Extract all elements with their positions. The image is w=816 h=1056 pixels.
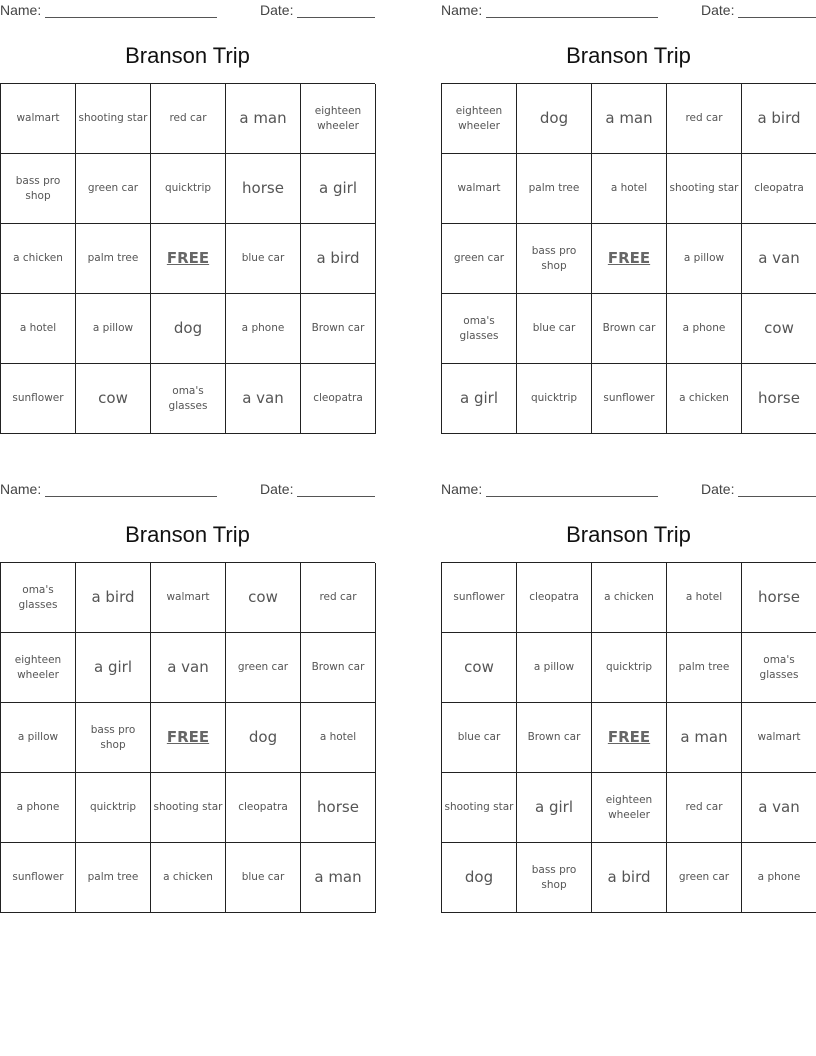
bingo-cell[interactable]: bass pro shop bbox=[76, 703, 151, 773]
bingo-cell[interactable]: bass pro shop bbox=[517, 224, 592, 294]
card-title: Branson Trip bbox=[566, 43, 691, 68]
name-blank-line[interactable] bbox=[45, 496, 217, 497]
bingo-cell[interactable]: bass pro shop bbox=[1, 154, 76, 224]
free-space-cell[interactable]: FREE bbox=[592, 224, 667, 294]
bingo-cell[interactable]: a man bbox=[592, 84, 667, 154]
bingo-grid bbox=[441, 83, 816, 434]
bingo-cell[interactable]: green car bbox=[667, 843, 742, 913]
bingo-cell[interactable]: a hotel bbox=[301, 703, 376, 773]
bingo-cell[interactable]: oma's glasses bbox=[442, 294, 517, 364]
bingo-cell[interactable]: shooting star bbox=[151, 773, 226, 843]
bingo-cell[interactable]: palm tree bbox=[667, 633, 742, 703]
bingo-cell[interactable]: a chicken bbox=[1, 224, 76, 294]
bingo-cell[interactable]: sunflower bbox=[1, 364, 76, 434]
bingo-cell[interactable]: green car bbox=[442, 224, 517, 294]
bingo-cell[interactable]: sunflower bbox=[1, 843, 76, 913]
bingo-cell[interactable]: green car bbox=[226, 633, 301, 703]
card-header bbox=[0, 481, 375, 499]
bingo-cell[interactable]: a man bbox=[667, 703, 742, 773]
bingo-cell[interactable]: green car bbox=[76, 154, 151, 224]
bingo-cell[interactable]: Brown car bbox=[301, 633, 376, 703]
bingo-cell[interactable]: Brown car bbox=[592, 294, 667, 364]
bingo-cell[interactable]: a hotel bbox=[592, 154, 667, 224]
bingo-cell[interactable]: sunflower bbox=[442, 563, 517, 633]
bingo-cell[interactable]: red car bbox=[301, 563, 376, 633]
bingo-cell[interactable]: blue car bbox=[226, 224, 301, 294]
bingo-cell[interactable]: a pillow bbox=[517, 633, 592, 703]
bingo-cell[interactable]: a chicken bbox=[592, 563, 667, 633]
bingo-cell[interactable]: bass pro shop bbox=[517, 843, 592, 913]
bingo-cell[interactable]: walmart bbox=[151, 563, 226, 633]
free-space-cell[interactable]: FREE bbox=[151, 224, 226, 294]
card-title: Branson Trip bbox=[125, 522, 250, 547]
bingo-grid bbox=[0, 562, 375, 913]
bingo-cell[interactable]: a bird bbox=[592, 843, 667, 913]
bingo-cell[interactable]: dog bbox=[226, 703, 301, 773]
date-label: Date: bbox=[260, 481, 294, 497]
bingo-cell[interactable]: a phone bbox=[742, 843, 816, 913]
date-blank-line[interactable] bbox=[738, 17, 816, 18]
bingo-cell[interactable]: palm tree bbox=[76, 843, 151, 913]
bingo-cell[interactable]: oma's glasses bbox=[151, 364, 226, 434]
card-header bbox=[441, 2, 816, 20]
date-blank-line[interactable] bbox=[297, 496, 375, 497]
bingo-cell[interactable]: sunflower bbox=[592, 364, 667, 434]
card-title: Branson Trip bbox=[566, 522, 691, 547]
bingo-cell[interactable]: red car bbox=[667, 84, 742, 154]
bingo-cell[interactable]: a pillow bbox=[76, 294, 151, 364]
bingo-cell[interactable]: a van bbox=[742, 224, 816, 294]
bingo-cell[interactable]: a phone bbox=[667, 294, 742, 364]
bingo-cell[interactable]: dog bbox=[151, 294, 226, 364]
bingo-cell[interactable]: cleopatra bbox=[517, 563, 592, 633]
bingo-cell[interactable]: cow bbox=[226, 563, 301, 633]
bingo-cell[interactable]: cleopatra bbox=[742, 154, 816, 224]
bingo-cell[interactable]: eighteen wheeler bbox=[301, 84, 376, 154]
bingo-cell[interactable]: a phone bbox=[226, 294, 301, 364]
bingo-cell[interactable]: quicktrip bbox=[517, 364, 592, 434]
bingo-cell[interactable]: quicktrip bbox=[76, 773, 151, 843]
bingo-grid bbox=[441, 562, 816, 913]
bingo-cell[interactable]: palm tree bbox=[517, 154, 592, 224]
bingo-cell[interactable]: a van bbox=[226, 364, 301, 434]
bingo-cell[interactable]: horse bbox=[301, 773, 376, 843]
bingo-cell[interactable]: walmart bbox=[1, 84, 76, 154]
bingo-cell[interactable]: a girl bbox=[76, 633, 151, 703]
card-title: Branson Trip bbox=[125, 43, 250, 68]
bingo-cell[interactable]: eighteen wheeler bbox=[442, 84, 517, 154]
bingo-cell[interactable]: a phone bbox=[1, 773, 76, 843]
date-label: Date: bbox=[260, 2, 294, 18]
bingo-cell[interactable]: red car bbox=[667, 773, 742, 843]
bingo-cell[interactable]: walmart bbox=[442, 154, 517, 224]
date-blank-line[interactable] bbox=[738, 496, 816, 497]
bingo-cell[interactable]: dog bbox=[442, 843, 517, 913]
bingo-cell[interactable]: oma's glasses bbox=[742, 633, 816, 703]
bingo-cell[interactable]: a girl bbox=[301, 154, 376, 224]
bingo-cell[interactable]: a pillow bbox=[667, 224, 742, 294]
bingo-cell[interactable]: a girl bbox=[442, 364, 517, 434]
free-space-cell[interactable]: FREE bbox=[151, 703, 226, 773]
bingo-cell[interactable]: shooting star bbox=[76, 84, 151, 154]
date-blank-line[interactable] bbox=[297, 17, 375, 18]
bingo-cell[interactable]: a hotel bbox=[1, 294, 76, 364]
bingo-cell[interactable]: oma's glasses bbox=[1, 563, 76, 633]
bingo-cell[interactable]: cow bbox=[442, 633, 517, 703]
card-header bbox=[0, 2, 375, 20]
bingo-cell[interactable]: a van bbox=[742, 773, 816, 843]
bingo-cell[interactable]: quicktrip bbox=[592, 633, 667, 703]
bingo-cell[interactable]: a girl bbox=[517, 773, 592, 843]
name-blank-line[interactable] bbox=[486, 17, 658, 18]
bingo-cell[interactable]: shooting star bbox=[442, 773, 517, 843]
bingo-cell[interactable]: blue car bbox=[226, 843, 301, 913]
bingo-cell[interactable]: Brown car bbox=[517, 703, 592, 773]
card-header bbox=[441, 481, 816, 499]
bingo-cell[interactable]: a chicken bbox=[667, 364, 742, 434]
bingo-cell[interactable]: eighteen wheeler bbox=[592, 773, 667, 843]
bingo-cell[interactable]: a bird bbox=[301, 224, 376, 294]
bingo-cell[interactable]: horse bbox=[742, 364, 816, 434]
bingo-cell[interactable]: a bird bbox=[76, 563, 151, 633]
bingo-cell[interactable]: a man bbox=[301, 843, 376, 913]
name-label: Name: bbox=[0, 2, 42, 18]
bingo-cell[interactable]: horse bbox=[742, 563, 816, 633]
bingo-cell[interactable]: cleopatra bbox=[301, 364, 376, 434]
bingo-cell[interactable]: horse bbox=[226, 154, 301, 224]
bingo-cell[interactable]: walmart bbox=[742, 703, 816, 773]
bingo-cell[interactable]: a pillow bbox=[1, 703, 76, 773]
bingo-cell[interactable]: blue car bbox=[442, 703, 517, 773]
bingo-cell[interactable]: a man bbox=[226, 84, 301, 154]
date-label: Date: bbox=[701, 2, 735, 18]
bingo-cell[interactable]: eighteen wheeler bbox=[1, 633, 76, 703]
bingo-cell[interactable]: a chicken bbox=[151, 843, 226, 913]
bingo-cell[interactable]: a van bbox=[151, 633, 226, 703]
name-label: Name: bbox=[441, 2, 483, 18]
bingo-cell[interactable]: cow bbox=[742, 294, 816, 364]
bingo-grid bbox=[0, 83, 375, 434]
bingo-cell[interactable]: dog bbox=[517, 84, 592, 154]
date-label: Date: bbox=[701, 481, 735, 497]
bingo-cell[interactable]: blue car bbox=[517, 294, 592, 364]
name-blank-line[interactable] bbox=[45, 17, 217, 18]
name-label: Name: bbox=[0, 481, 42, 497]
bingo-cell[interactable]: a bird bbox=[742, 84, 816, 154]
bingo-cell[interactable]: palm tree bbox=[76, 224, 151, 294]
name-label: Name: bbox=[441, 481, 483, 497]
bingo-cell[interactable]: cleopatra bbox=[226, 773, 301, 843]
name-blank-line[interactable] bbox=[486, 496, 658, 497]
bingo-cell[interactable]: Brown car bbox=[301, 294, 376, 364]
bingo-cell[interactable]: cow bbox=[76, 364, 151, 434]
free-space-cell[interactable]: FREE bbox=[592, 703, 667, 773]
bingo-cell[interactable]: a hotel bbox=[667, 563, 742, 633]
bingo-cell[interactable]: red car bbox=[151, 84, 226, 154]
bingo-cell[interactable]: shooting star bbox=[667, 154, 742, 224]
bingo-cell[interactable]: quicktrip bbox=[151, 154, 226, 224]
